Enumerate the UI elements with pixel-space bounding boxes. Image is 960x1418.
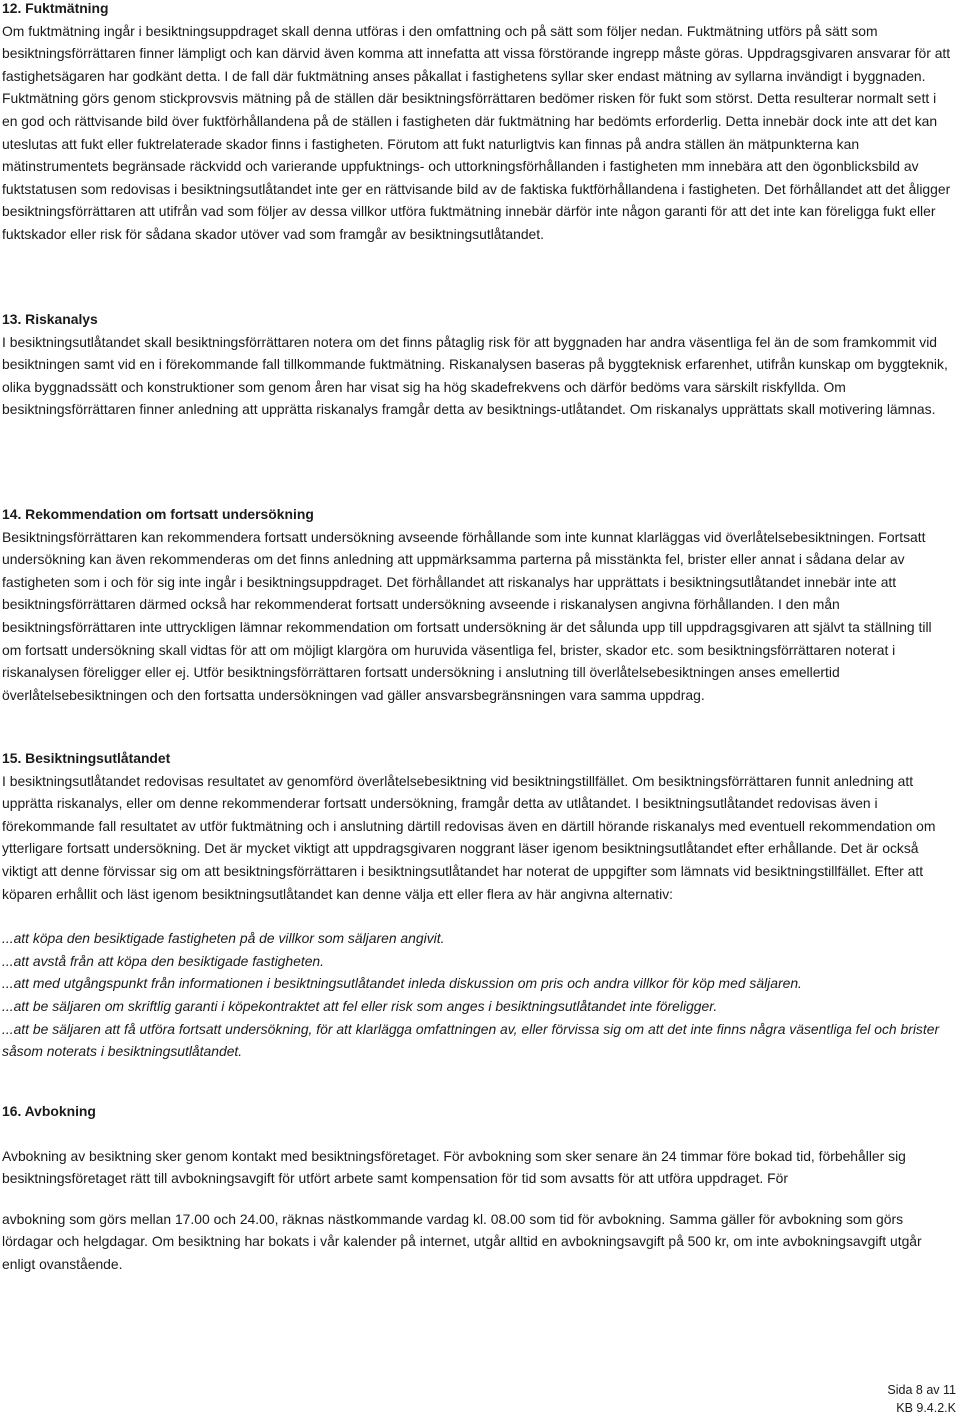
section-number: 15. <box>2 750 22 766</box>
section-title: Avbokning <box>24 1103 96 1119</box>
section-heading <box>2 747 954 770</box>
option-item: ...att med utgångspunkt från informationen i besiktningsutlåtandet inleda diskussion om pris och andra villkor för köp med säljaren. <box>2 975 802 992</box>
option-item: ...att be säljaren att få utföra fortsatt undersökning, för att klarlägga omfattningen av, eller förvissa sig om att det inte finns några väsentliga fel och brister såsom noterats i besiktningsutlåtandet. <box>2 1020 940 1060</box>
section-title: Besiktningsutlåtandet <box>25 750 171 766</box>
section-title: Rekommendation om fortsatt undersökning <box>25 506 314 522</box>
option-item: ...att be säljaren om skriftlig garanti i köpekontraktet att fel eller risk som anges i besiktningsutlåtandet inte föreligger. <box>2 997 718 1014</box>
paragraph: Avbokning av besiktning sker genom kontakt med besiktningsföretaget. För avbokning som sker senare än 24 timmar före bokad tid, förbehåller sig besiktningsföretaget rätt till avbokningsavgift för utfört arbete samt kompensation för tid som avsatts för att utföra uppdraget. För <box>2 1147 906 1187</box>
paragraph: I besiktningsutlåtandet skall besiktningsförrättaren notera om det finns påtaglig risk för att byggnaden har andra väsentliga fel än de som framkommit vid besiktningen samt vid en i förekommande fall tillkommande fuktmätning. Riskanalysen baseras på byggteknisk erfarenhet, utifrån kunskap om byggteknik, olika byggnadssätt och konstruktioner som genom åren har visat sig ha hög skadefrekvens och därför bedöms vara särskilt riskfyllda. Om besiktningsförrättaren finner anledning att upprätta riskanalys framgår detta av besiktnings-utlåtandet. Om riskanalys upprättats skall motivering lämnas. <box>2 333 948 418</box>
paragraph: I besiktningsutlåtandet redovisas resultatet av genomförd överlåtelsebesiktning vid besiktningstillfället. Om besiktningsförrättaren funnit anledning att upprätta riskanalys, eller om denne rekommenderar fortsatt undersökning, framgår detta av utlåtandet. I besiktningsutlåtandet redovisas även i förekommande fall resultatet av utför fuktmätning och i anslutning därtill redovisas även en därtill hörande riskanalys med eventuell rekommendation om ytterligare fortsatt undersökning. Det är mycket viktigt att uppdragsgivaren noggrant läser igenom besiktningsutlåtandet efter erhållande. Det är också viktigt att denne förvissar sig om att besiktningsförrättaren i besiktningsutlåtandet har noterat de uppgifter som lämnats vid besiktningstillfället. Efter att köparen erhållit och läst igenom besiktningsutlåtandet kan denne välja ett eller flera av här angivna alternativ: <box>2 772 936 902</box>
paragraph: avbokning som görs mellan 17.00 och 24.00, räknas nästkommande vardag kl. 08.00 som tid för avbokning. Samma gäller för avbokning som görs lördagar och helgdagar. Om besiktning har bokats i vår kalender på internet, utgår alltid en avbokningsavgift på 500 kr, om inte avbokningsavgift utgår enligt ovanstående. <box>2 1210 922 1272</box>
section-title: Riskanalys <box>25 311 98 327</box>
paragraph: Om fuktmätning ingår i besiktningsuppdraget skall denna utföras i den omfattning och på sätt som följer nedan. Fuktmätning utförs på sätt som besiktningsförrättaren finner lämpligt och kan därvid även komma att innefatta att vissa förstörande ingrepp måste göras. Uppdragsgivaren ansvarar för att fastighetsägaren har godkänt detta. I de fall där fuktmätning anses påkallat i fastighetens syllar sker endast mätning av syllarna invändigt i byggnaden. Fuktmätning görs genom stickprovsvis mätning på de ställen där besiktningsförrättaren bedömer risken för fukt som störst. Detta resulterar normalt sett i en god och rättvisande bild över fuktförhållandena på de ställen i fastigheten där fuktmätning har bedömts erforderlig. Detta innebär dock inte att det kan uteslutas att fukt eller fuktrelaterade skador finns i fastigheten. Förutom att fukt naturligtvis kan finnas på andra ställen än mätpunkterna kan mätinstrumentets begränsade räckvidd och varierande uppfuktnings- och uttorkningsförhållanden i fastigheten mm innebära att den ögonblicksbild av fuktstatusen som redovisas i besiktningsutlåtandet inte ger en rättvisande bild av de faktiska fuktförhållandena i fastigheten. Det förhållandet att det åligger besiktningsförrättaren att utifrån vad som följer av dessa villkor utföra fuktmätning innebär därför inte någon garanti för att det inte kan föreligga fukt eller fuktskador eller risk för sådana skador utöver vad som framgår av besiktningsutlåtandet. <box>2 22 951 242</box>
section-heading <box>2 503 954 526</box>
page-footer <box>887 1381 956 1417</box>
section-heading <box>2 1100 954 1123</box>
paragraph: Besiktningsförrättaren kan rekommendera fortsatt undersökning avseende förhållande som inte kunnat klarläggas vid överlåtelsebesiktningen. Fortsatt undersökning kan även rekommenderas om det finns anledning att uppmärksamma parterna på misstänkta fel, brister eller annat i sådana delar av fastigheten som i och för sig inte ingår i besiktningsuppdraget. Det förhållandet att riskanalys har upprättats i besiktningsutlåtandet innebär inte att besiktningsförrättaren därmed också har rekommenderat fortsatt undersökning avseende i riskanalysen angivna förhållanden. I den mån besiktningsförrättaren inte uttryckligen lämnar rekommendation om fortsatt undersökning är det sålunda upp till uppdragsgivaren att självt ta ställning till om fortsatt undersökning skall vidtas för att om möjligt klargöra om huruvida väsentliga fel, brister, skador etc. som besiktningsförrättaren noterat i riskanalysen föreligger eller ej. Utför besiktningsförrättaren fortsatt undersökning i anslutning till överlåtelsebesiktningen anses emellertid överlåtelsebesiktningen och den fortsatta undersökningen vad gäller ansvarsbegränsningen vara samma uppdrag. <box>2 528 932 703</box>
section-title: Fuktmätning <box>25 0 109 16</box>
page-number: Sida 8 av 11 <box>887 1383 956 1397</box>
section-number: 13. <box>2 311 22 327</box>
section-rekommendation <box>2 503 954 706</box>
option-item: ...att köpa den besiktigade fastigheten på de villkor som säljaren angivit. <box>2 930 445 947</box>
section-number: 16. <box>2 1103 22 1119</box>
section-number: 14. <box>2 506 22 522</box>
option-item: ...att avstå från att köpa den besiktigade fastigheten. <box>2 952 325 969</box>
section-fuktmatning <box>2 0 954 246</box>
section-avbokning <box>2 1100 954 1276</box>
document-code: KB 9.4.2.K <box>896 1401 956 1415</box>
section-heading <box>2 308 954 331</box>
section-riskanalys <box>2 308 954 421</box>
section-besiktningsutlatandet <box>2 747 954 1063</box>
section-number: 12. <box>2 0 22 16</box>
section-heading <box>2 0 954 20</box>
